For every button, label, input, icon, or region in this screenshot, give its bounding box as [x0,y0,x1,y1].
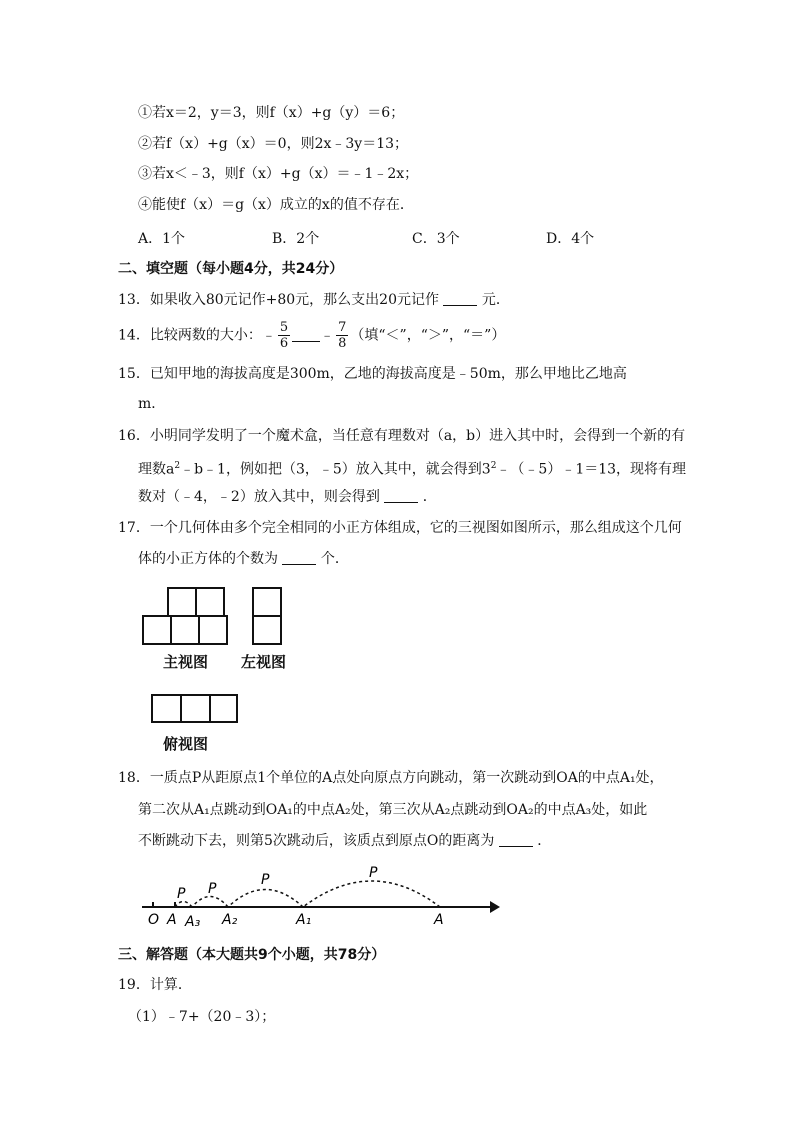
label-A1: A₁ [296,912,312,928]
left-view [253,588,281,644]
statement-1: ①若x＝2，y＝3，则f（x）+g（y）＝6； [138,105,405,121]
fraction [278,320,290,351]
answer-blank [384,488,418,503]
answer-blank [282,550,316,565]
q17-text: 体的小正方体的个数为 [138,551,278,567]
question-14 [118,320,505,351]
q16-text: ﹣（﹣5）﹣1＝13，现将有理 [496,461,687,478]
label-P: P [208,881,217,897]
q14-text-end: （填“＜”，“＞”，“＝”） [350,327,506,344]
option-d: D．4个 [546,231,595,247]
label-P: P [261,872,270,888]
q14-text: 14．比较两数的大小：﹣ [118,327,276,344]
fraction-numerator: 7 [338,320,347,335]
top-view [152,695,237,722]
label-P: P [369,865,378,881]
q14-minus: ﹣ [320,327,335,344]
answer-blank [499,832,533,847]
label-A-end: A [434,912,444,928]
fraction-denominator: 6 [279,336,289,351]
section-2-heading: 二、填空题（每小题4分，共24分） [118,261,344,277]
label-A3: A₃ [185,914,201,930]
question-17-line1: 17．一个几何体由多个完全相同的小正方体组成，它的三视图如图所示，那么组成这个几何 [118,520,682,536]
option-b: B．2个 [272,231,320,247]
exponent: 2 [490,461,497,471]
statement-4: ④能使f（x）＝g（x）成立的x的值不存在． [138,197,414,213]
label-O: O [148,912,160,928]
top-view-caption: 俯视图 [163,735,209,753]
label-A2: A₂ [222,912,238,928]
q16-text-end: ． [422,489,437,505]
question-15-line2: m． [138,396,166,412]
option-c: C．3个 [412,231,460,247]
label-A: A [167,912,177,928]
question-19-part1: （1）﹣7+（20﹣3）； [128,1009,276,1025]
section-3-heading: 三、解答题（本大题共9个小题，共78分） [118,947,386,963]
q16-text: 理数a [138,461,175,478]
left-view-caption: 左视图 [241,653,287,671]
label-P: P [177,886,186,902]
question-19-title: 19．计算． [118,977,192,993]
q17-text-end: 个． [320,551,349,567]
q16-text: ﹣b﹣1，例如把（3，﹣5）放入其中，就会得到3 [180,461,491,478]
q16-text: 数对（﹣4，﹣2）放入其中，则会得到 [138,489,380,505]
question-18-line1: 18．一质点P从距原点1个单位的A点处向原点方向跳动，第一次跳动到OA的中点A₁处， [118,770,664,786]
exponent: 2 [174,461,181,471]
statement-3: ③若x＜﹣3，则f（x）+g（x）＝﹣1﹣2x； [138,166,419,182]
arrowhead-icon [490,901,500,913]
front-view [143,588,227,644]
question-13 [118,290,510,310]
option-a: A．1个 [138,231,186,247]
question-17-line2 [138,549,349,569]
question-16-line3 [138,487,437,507]
front-view-caption: 主视图 [163,653,209,671]
question-15-line1: 15．已知甲地的海拔高度是300m，乙地的海拔高度是﹣50m，那么甲地比乙地高 [118,366,627,382]
question-16-line1: 16．小明同学发明了一个魔术盒，当任意有理数对（a，b）进入其中时，会得到一个新的有 [118,428,686,444]
q13-text: 13．如果收入80元记作+80元，那么支出20元记作 [118,292,439,308]
answer-blank [443,291,477,306]
q18-text-end: ． [537,833,552,849]
statement-2: ②若f（x）+g（x）＝0，则2x﹣3y＝13； [138,136,409,152]
fraction [336,320,348,351]
number-line-diagram [140,860,505,930]
question-18-line3 [138,831,551,851]
q13-text-end: 元． [481,292,510,308]
question-16-line2 [138,456,686,480]
fraction-denominator: 8 [338,336,347,351]
answer-blank [292,327,320,342]
fraction-numerator: 5 [279,320,289,335]
q18-text: 不断跳动下去，则第5次跳动后，该质点到原点O的距离为 [138,833,495,849]
question-18-line2: 第二次从A₁点跳动到OA₁的中点A₂处，第三次从A₂点跳动到OA₂的中点A₃处，如此 [138,802,648,818]
